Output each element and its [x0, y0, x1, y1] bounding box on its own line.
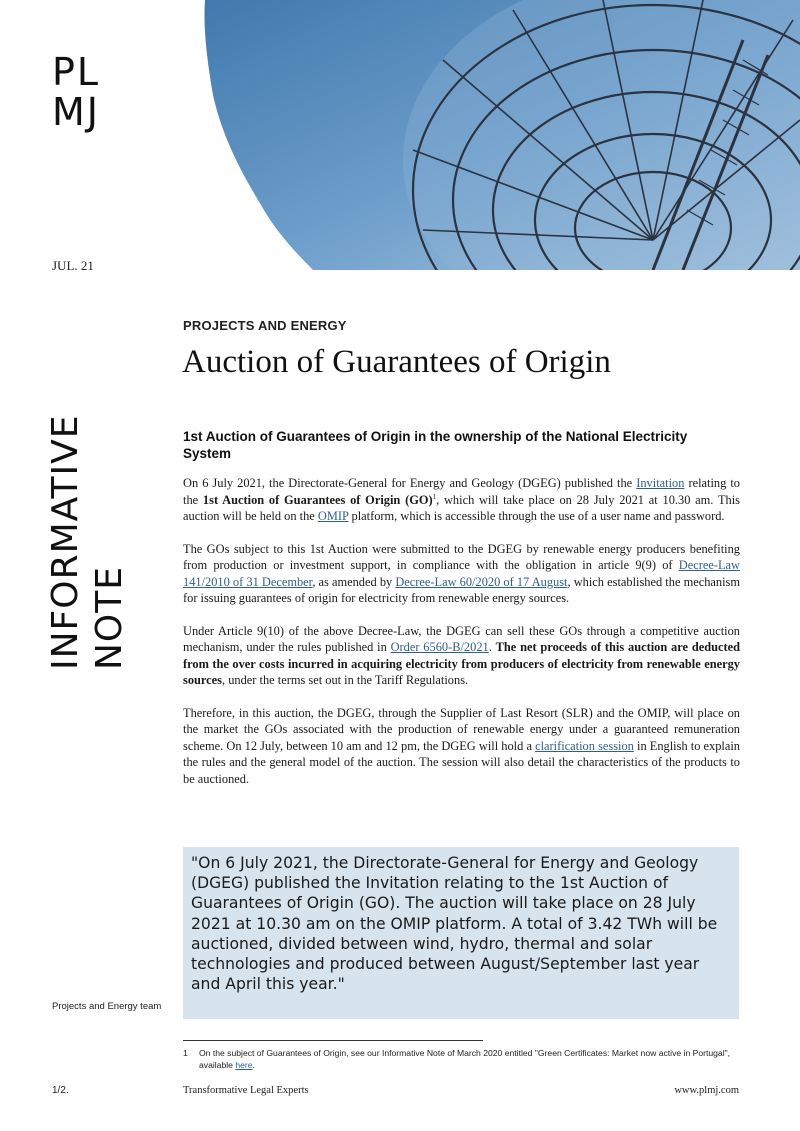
decree-law-60-link[interactable]: Decree-Law 60/2020 of 17 August: [395, 574, 568, 589]
practice-area: PROJECTS AND ENERGY: [183, 318, 347, 333]
pull-quote-text: "On 6 July 2021, the Directorate-General for Energy and Geology (DGEG) published the Invitation relating to the 1st Auction of Guarantees of Origin (GO). The auction will take place on 28 July 2021 at 10.30 am on the OMIP platform. A total of 3.42 TWh will be auctioned, divided between wind, hydro, thermal and solar technologies and produced between August/September last year and April this year.": [191, 854, 718, 994]
footnote-here-link[interactable]: here: [235, 1059, 253, 1070]
order-link[interactable]: Order 6560-B/2021: [390, 640, 489, 654]
paragraph-1: On 6 July 2021, the Directorate-General for Energy and Geology (DGEG) published the Invitation relating to the 1st Auction of Guarantees of Origin (GO)$^1$, which will take place on 28 July 2021 at 10.30 am. This auction will be held on the OMIP platform, which is accessible through the use of a user name and password.: [183, 476, 740, 523]
clarification-session-link[interactable]: clarification session: [535, 738, 634, 753]
article-body: [183, 475, 740, 803]
invitation-link[interactable]: Invitation: [636, 476, 685, 490]
vertical-title: [44, 320, 144, 670]
issue-date: JUL. 21: [52, 258, 94, 273]
vertical-title-line-1: INFORMATIVE: [45, 414, 86, 670]
page-number: 1/2.: [52, 1085, 69, 1096]
footnote-ref: 1: [432, 492, 437, 501]
paragraph-4: Therefore, in this auction, the DGEG, through the Supplier of Last Resort (SLR) and the OMIP, will place on the market the GOs associated with the production of renewable energy under a guaranteed remuneration scheme. On 12 July, between 10 am and 12 pm, the DGEG will hold a clarification session in English to explain the rules and the general model of the auction. The session will also detail the characteristics of the products to be auctioned.: [183, 705, 741, 786]
footer-website: www.plmj.com: [674, 1085, 739, 1096]
vertical-title-line-2: NOTE: [89, 565, 130, 670]
pull-quote: [183, 847, 739, 1019]
logo-line-2: MJ: [52, 90, 100, 134]
decree-law-141-link[interactable]: Decree-Law 141/2010 of 31 December: [183, 558, 740, 589]
omip-link[interactable]: OMIP: [317, 509, 349, 523]
page-title: Auction of Guarantees of Origin: [182, 344, 611, 380]
team-credit: Projects and Energy team: [52, 1001, 162, 1012]
footer-tagline: Transformative Legal Experts: [183, 1085, 309, 1096]
section-subtitle: 1st Auction of Guarantees of Origin in the ownership of the National Electricity System: [183, 429, 688, 461]
hero-image: [183, 0, 800, 270]
footnote: 1 On the subject of Guarantees of Origin, see our Informative Note of March 2020 entitled "Green Certificates: Market now active in Portugal", available here.: [183, 1048, 731, 1070]
plmj-logo: [52, 52, 100, 132]
footnote-divider: [183, 1040, 483, 1041]
paragraph-2: The GOs subject to this 1st Auction were submitted to the DGEG by renewable energy producers benefiting from production or investment support, in compliance with the obligation in article 9(9) of Decree-Law 141/2010 of 31 December, as amended by Decree-Law 60/2020 of 17 August, which established the mechanism for issuing guarantees of origin for electricity from renewable energy sources.: [183, 541, 740, 605]
logo-line-1: PL: [52, 50, 101, 94]
paragraph-3: Under Article 9(10) of the above Decree-Law, the DGEG can sell these GOs through a competitive auction mechanism, under the rules published in Order 6560-B/2021. The net proceeds of this auction are deducted from the over costs incurred in acquiring electricity from producers of electricity from renewable energy sources, under the terms set out in the Tariff Regulations.: [183, 623, 741, 687]
footnote-number: 1: [183, 1048, 188, 1058]
